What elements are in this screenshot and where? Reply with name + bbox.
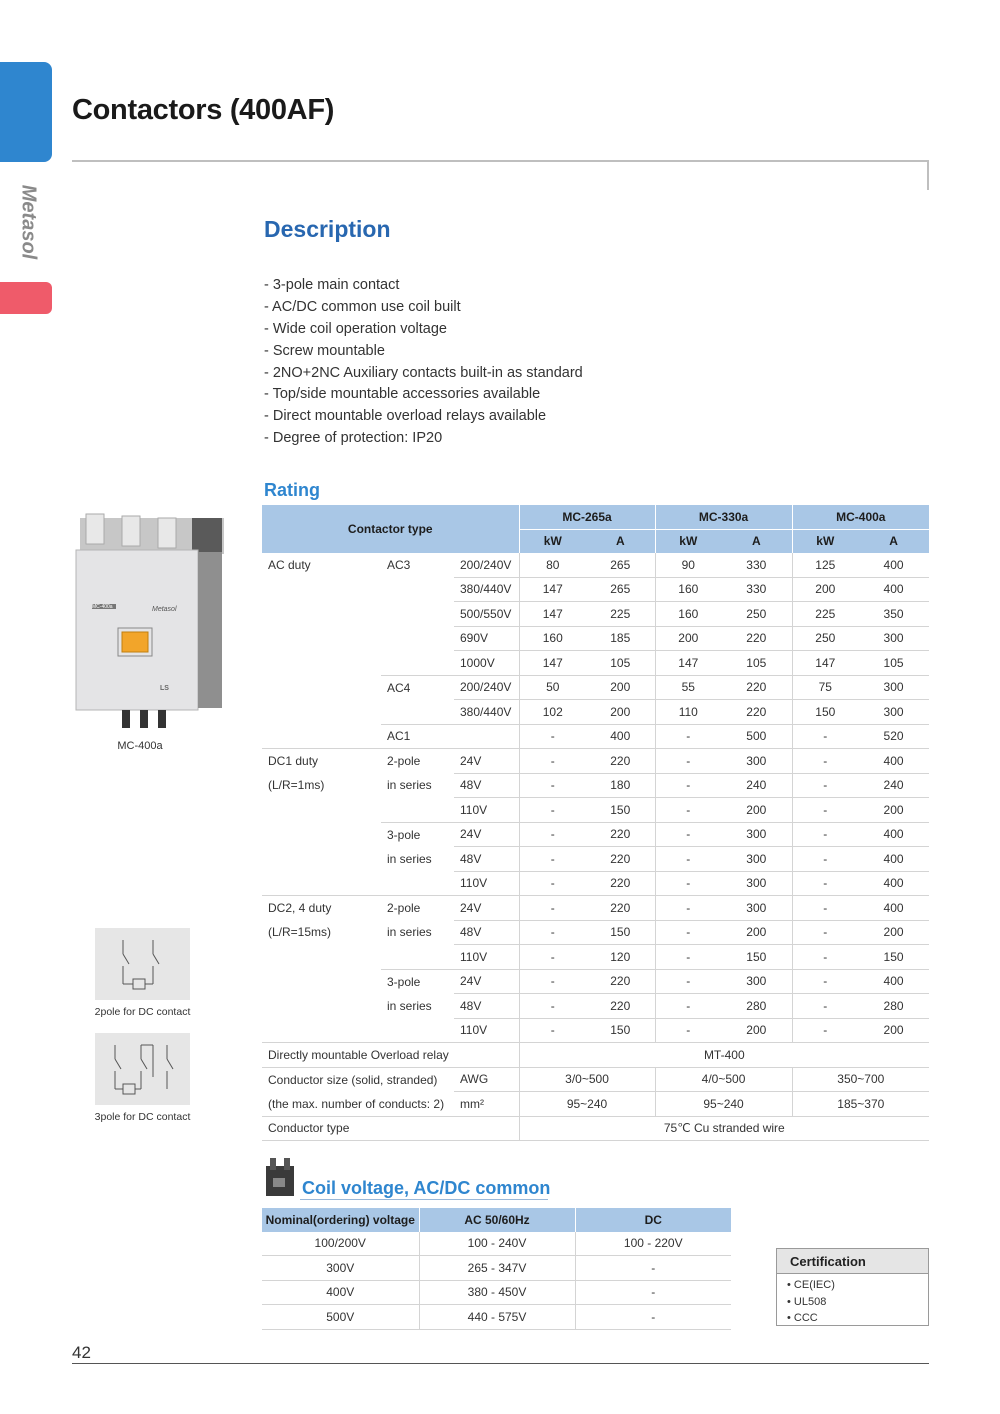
certification-item: • CCC: [787, 1312, 818, 1324]
coil-heading: Coil voltage, AC/DC common: [302, 1178, 551, 1198]
mm2-unit: mm²: [454, 1092, 519, 1117]
table-row: 3-pole 24V - 220 - 300 - 400: [262, 969, 929, 994]
conductor-size-note: (the max. number of conducts: 2): [262, 1092, 454, 1117]
ac3-label: AC3: [387, 558, 411, 572]
rating-table: [262, 505, 929, 1141]
unit-header: kW: [519, 529, 586, 553]
footer-divider: [72, 1363, 929, 1364]
description-item: - AC/DC common use coil built: [264, 298, 461, 315]
title-divider: [72, 160, 929, 162]
rating-heading: Rating: [264, 480, 320, 500]
contactor-type-header: Contactor type: [262, 505, 519, 553]
description-item: - Direct mountable overload relays available: [264, 408, 547, 425]
ac4-label: AC4: [387, 680, 411, 695]
in-series-label: in series: [387, 925, 432, 940]
ac1-label: AC1: [381, 724, 454, 749]
title-divider-tick: [927, 160, 929, 190]
description-list: [264, 275, 583, 450]
unit-header: kW: [792, 529, 858, 553]
table-row: 110V - 220 - 300 - 400: [262, 871, 929, 896]
unit-header: A: [721, 529, 792, 553]
brand-label: Metasol: [17, 184, 40, 260]
conductor-type-row: [262, 1116, 929, 1141]
product-caption: MC-400a: [117, 740, 163, 752]
dc2-duty-label: DC2, 4 duty: [268, 901, 332, 915]
three-pole-diagram: [95, 1033, 190, 1105]
three-pole-label: 3-pole: [387, 827, 421, 842]
certification-heading: Certification: [777, 1249, 928, 1274]
table-row: AC duty AC3 200/240V 80 265 90 330 125 400: [262, 553, 929, 577]
model-header: MC-400a: [792, 505, 929, 529]
product-model-label: MC-400a: [92, 604, 113, 610]
overload-value: MT-400: [519, 1043, 929, 1068]
page-title: Contactors (400AF): [72, 94, 335, 126]
ac-duty-label: AC duty: [268, 558, 311, 572]
description-item: - Degree of protection: IP20: [264, 430, 443, 447]
table-row: 400V 380 - 450V -: [262, 1280, 731, 1305]
column-header: AC 50/60Hz: [419, 1208, 575, 1232]
overload-label: Directly mountable Overload relay: [262, 1043, 519, 1068]
table-row: 110V - 150 - 200 - 200: [262, 798, 929, 823]
column-header: Nominal(ordering) voltage: [262, 1208, 419, 1232]
conductor-type-value: 75℃ Cu stranded wire: [519, 1116, 929, 1141]
contactor-icon: [264, 1156, 298, 1198]
in-series-label: in series: [387, 998, 432, 1013]
table-row: 1000V 147 105 147 105 147 105: [262, 651, 929, 676]
conductor-size-label: Conductor size (solid, stranded): [268, 1072, 438, 1087]
table-row: DC2, 4 duty 2-pole 24V - 220 - 300 - 400: [262, 896, 929, 921]
unit-header: A: [858, 529, 929, 553]
table-row: AC1 - 400 - 500 - 520: [262, 724, 929, 749]
certification-item: • CE(IEC): [787, 1279, 835, 1291]
in-series-label: in series: [387, 778, 432, 793]
column-header: DC: [575, 1208, 731, 1232]
table-row: 500V 440 - 575V -: [262, 1305, 731, 1330]
two-pole-diagram: [95, 928, 190, 1000]
three-pole-caption: 3pole for DC contact: [94, 1111, 191, 1123]
three-pole-label: 3-pole: [387, 974, 421, 989]
description-item: - 3-pole main contact: [264, 277, 400, 293]
certification-item: • UL508: [787, 1295, 827, 1308]
page-number: 42: [72, 1343, 91, 1362]
table-row: 380/440V 102 200 110 220 150 300: [262, 700, 929, 725]
table-row: (L/R=15ms) in series 48V - 150 - 200 - 200: [262, 920, 929, 945]
model-header: MC-330a: [655, 505, 792, 529]
product-photo: [74, 512, 224, 734]
unit-header: kW: [655, 529, 721, 553]
table-row: 690V 160 185 200 220 250 300: [262, 626, 929, 651]
dc2-lr-label: (L/R=15ms): [268, 925, 332, 940]
description-item: - 2NO+2NC Auxiliary contacts built-in as standard: [264, 364, 583, 381]
product-maker-logo: LS: [160, 685, 169, 692]
section-tab: [0, 62, 52, 162]
table-row: in series 48V - 220 - 280 - 280: [262, 994, 929, 1019]
table-row: (L/R=1ms) in series 48V - 180 - 240 - 240: [262, 773, 929, 798]
in-series-label: in series: [387, 851, 432, 866]
awg-unit: AWG: [454, 1067, 519, 1092]
description-heading: Description: [264, 216, 391, 242]
table-row: in series 48V - 220 - 300 - 400: [262, 847, 929, 872]
certification-box: [776, 1248, 929, 1326]
table-row: 3-pole 24V - 220 - 300 - 400: [262, 822, 929, 847]
table-row: 110V - 120 - 150 - 150: [262, 945, 929, 970]
two-pole-label: 2-pole: [387, 901, 421, 915]
description-item: - Screw mountable: [264, 342, 385, 359]
table-row: 110V - 150 - 200 - 200: [262, 1018, 929, 1043]
dc1-lr-label: (L/R=1ms): [268, 778, 325, 793]
table-row: AC4 200/240V 50 200 55 220 75 300: [262, 675, 929, 700]
unit-header: A: [586, 529, 655, 553]
two-pole-label: 2-pole: [387, 754, 421, 768]
conductor-size-row: (the max. number of conducts: 2) mm² 95~240 95~240 185~370: [262, 1092, 929, 1117]
conductor-size-row: Conductor size (solid, stranded) AWG 3/0~500 4/0~500 350~700: [262, 1067, 929, 1092]
certification-list: [777, 1277, 928, 1327]
table-row: 300V 265 - 347V -: [262, 1256, 731, 1281]
two-pole-caption: 2pole for DC contact: [94, 1006, 191, 1018]
coil-table: [262, 1208, 731, 1330]
product-brand-label: Metasol: [152, 606, 177, 613]
table-row: 380/440V 147 265 160 330 200 400: [262, 577, 929, 602]
section-tab-accent: [0, 282, 52, 314]
coil-heading-underline: [300, 1199, 548, 1200]
dc1-duty-label: DC1 duty: [268, 754, 319, 768]
overload-row: [262, 1043, 929, 1068]
table-row: 100/200V 100 - 240V 100 - 220V: [262, 1232, 731, 1256]
model-header: MC-265a: [519, 505, 655, 529]
table-row: 500/550V 147 225 160 250 225 350: [262, 602, 929, 627]
conductor-type-label: Conductor type: [262, 1116, 519, 1141]
description-item: - Wide coil operation voltage: [264, 320, 447, 337]
description-item: - Top/side mountable accessories available: [264, 386, 541, 403]
table-row: DC1 duty 2-pole 24V - 220 - 300 - 400: [262, 749, 929, 774]
